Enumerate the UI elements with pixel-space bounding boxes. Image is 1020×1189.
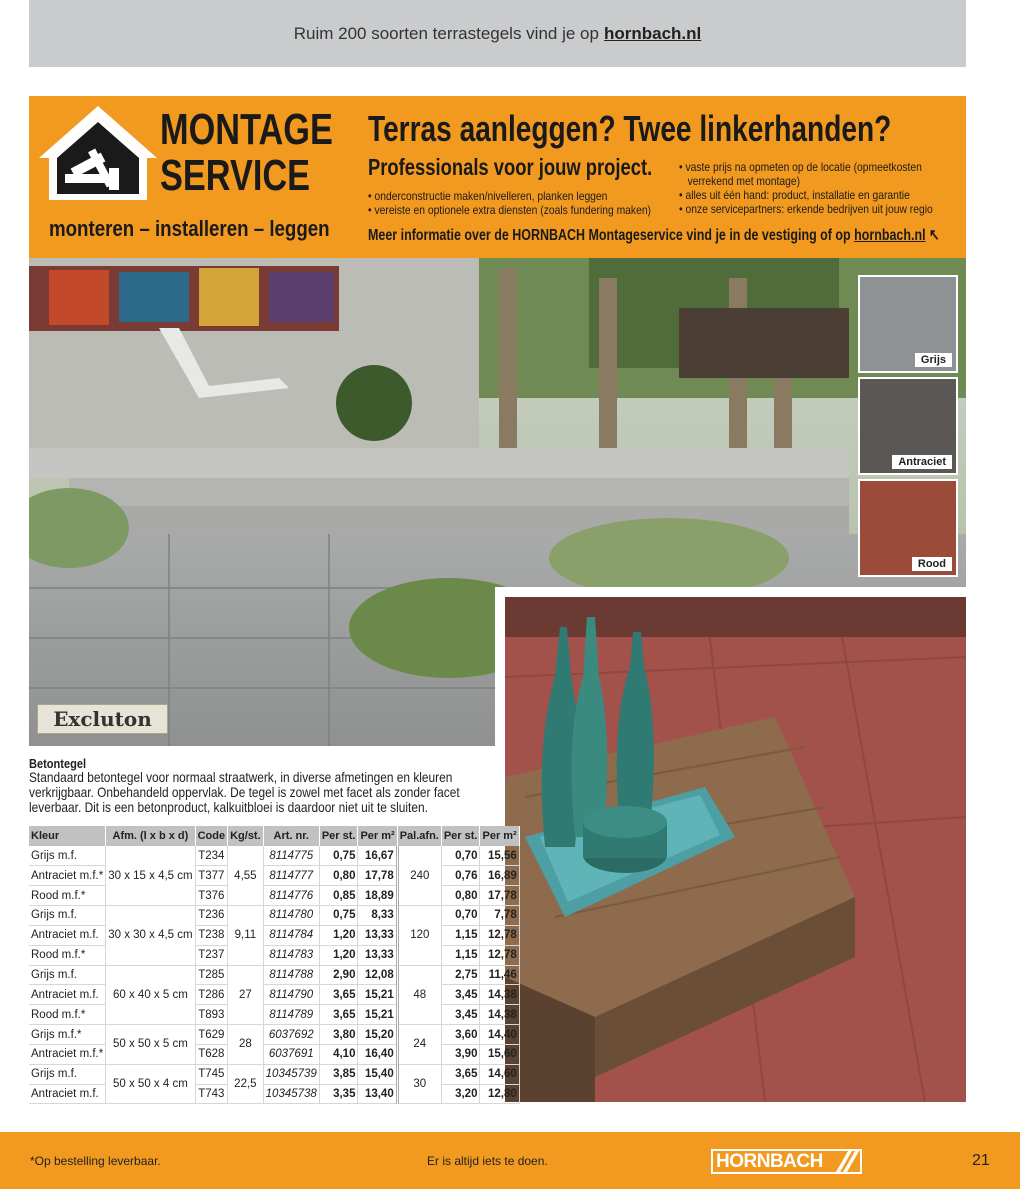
table-cell: T238 bbox=[195, 925, 228, 945]
table-cell: 15,20 bbox=[358, 1025, 397, 1045]
table-cell: 3,65 bbox=[319, 1005, 358, 1025]
table-cell: Grijs m.f. bbox=[29, 906, 106, 926]
table-cell: 14,60 bbox=[480, 1064, 519, 1084]
table-cell: 15,21 bbox=[358, 1005, 397, 1025]
table-photo-frame bbox=[495, 587, 966, 1102]
table-cell: 3,90 bbox=[441, 1044, 480, 1064]
table-cell: 3,45 bbox=[441, 1005, 480, 1025]
table-cell: 30 bbox=[397, 1064, 441, 1104]
promo-more-info bbox=[368, 225, 939, 245]
table-cell: T629 bbox=[195, 1025, 228, 1045]
column-header: Code bbox=[195, 826, 228, 846]
table-cell: Antraciet m.f.* bbox=[29, 866, 106, 886]
table-row bbox=[29, 906, 519, 926]
top-banner-link[interactable]: hornbach.nl bbox=[603, 23, 702, 43]
swatch-label: Rood bbox=[912, 557, 952, 571]
table-cell: T236 bbox=[195, 906, 228, 926]
wooden-table-photo bbox=[505, 597, 966, 1102]
table-cell: 17,78 bbox=[480, 886, 519, 906]
table-cell: 28 bbox=[228, 1025, 264, 1065]
table-cell: 15,56 bbox=[480, 846, 519, 866]
column-header: Pal.afn. bbox=[397, 826, 441, 846]
table-cell: 8114775 bbox=[263, 846, 319, 866]
swatch-antraciet bbox=[858, 377, 958, 475]
table-cell: 8114789 bbox=[263, 1005, 319, 1025]
table-cell: 12,80 bbox=[480, 1084, 519, 1104]
table-cell: 12,78 bbox=[480, 945, 519, 965]
table-cell: T237 bbox=[195, 945, 228, 965]
montage-service-promo bbox=[29, 96, 966, 258]
table-cell: 0,70 bbox=[441, 846, 480, 866]
house-tools-icon bbox=[35, 102, 161, 202]
table-cell: 9,11 bbox=[228, 906, 264, 966]
table-cell: Grijs m.f. bbox=[29, 1064, 106, 1084]
table-cell: 30 x 30 x 4,5 cm bbox=[106, 906, 195, 966]
table-cell: 1,20 bbox=[319, 925, 358, 945]
table-cell: 15,60 bbox=[480, 1044, 519, 1064]
table-cell: 12,08 bbox=[358, 965, 397, 985]
table-row bbox=[29, 1005, 519, 1025]
table-cell: 30 x 15 x 4,5 cm bbox=[106, 846, 195, 906]
table-cell: Rood m.f.* bbox=[29, 1005, 106, 1025]
table-cell: 2,75 bbox=[441, 965, 480, 985]
table-cell: 48 bbox=[397, 965, 441, 1025]
promo-bullet: • vaste prijs na opmeten op de locatie (opmeetkosten bbox=[679, 160, 922, 174]
table-cell: Grijs m.f.* bbox=[29, 1025, 106, 1045]
table-cell: 6037691 bbox=[263, 1044, 319, 1064]
promo-bullet: • onze servicepartners: erkende bedrijven uit jouw regio bbox=[679, 202, 933, 216]
promo-bullet: verrekend met montage) bbox=[687, 174, 801, 188]
promo-bullet: • onderconstructie maken/nivelleren, planken leggen bbox=[368, 189, 608, 203]
table-row bbox=[29, 965, 519, 985]
table-header-row bbox=[29, 826, 519, 846]
table-row bbox=[29, 886, 519, 906]
table-cell: 22,5 bbox=[228, 1064, 264, 1104]
hornbach-stripes-icon bbox=[836, 1151, 860, 1172]
table-cell: T376 bbox=[195, 886, 228, 906]
table-cell: 60 x 40 x 5 cm bbox=[106, 965, 195, 1025]
table-cell: 14,40 bbox=[480, 1025, 519, 1045]
table-cell: 11,46 bbox=[480, 965, 519, 985]
table-cell: 15,21 bbox=[358, 985, 397, 1005]
table-cell: 0,75 bbox=[319, 846, 358, 866]
table-cell: 0,70 bbox=[441, 906, 480, 926]
hornbach-logo bbox=[711, 1149, 862, 1174]
footer bbox=[0, 1132, 1020, 1189]
table-cell: Antraciet m.f. bbox=[29, 985, 106, 1005]
table-cell: 12,78 bbox=[480, 925, 519, 945]
table-cell: T234 bbox=[195, 846, 228, 866]
product-title: Betontegel bbox=[29, 756, 87, 771]
promo-headline: Terras aanleggen? Twee linkerhanden? bbox=[368, 108, 892, 149]
table-cell: 8114777 bbox=[263, 866, 319, 886]
table-cell: 2,90 bbox=[319, 965, 358, 985]
table-cell: Rood m.f.* bbox=[29, 945, 106, 965]
table-cell: 3,85 bbox=[319, 1064, 358, 1084]
promo-bullets-right bbox=[679, 160, 974, 216]
table-cell: 13,40 bbox=[358, 1084, 397, 1104]
table-cell: 3,65 bbox=[441, 1064, 480, 1084]
table-row bbox=[29, 1025, 519, 1045]
table-cell: T893 bbox=[195, 1005, 228, 1025]
table-cell: 8114776 bbox=[263, 886, 319, 906]
table-cell: 3,35 bbox=[319, 1084, 358, 1104]
table-cell: 8114790 bbox=[263, 985, 319, 1005]
swatch-rood bbox=[858, 479, 958, 577]
table-cell: 0,76 bbox=[441, 866, 480, 886]
table-row bbox=[29, 985, 519, 1005]
table-cell: 3,45 bbox=[441, 985, 480, 1005]
table-cell: 18,89 bbox=[358, 886, 397, 906]
table-cell: 13,33 bbox=[358, 945, 397, 965]
table-cell: 120 bbox=[397, 906, 441, 966]
table-cell: 8114780 bbox=[263, 906, 319, 926]
table-cell: Rood m.f.* bbox=[29, 886, 106, 906]
column-header: Per m² bbox=[480, 826, 519, 846]
table-cell: 3,20 bbox=[441, 1084, 480, 1104]
table-cell: 16,67 bbox=[358, 846, 397, 866]
table-cell: 16,89 bbox=[480, 866, 519, 886]
table-cell: Antraciet m.f.* bbox=[29, 1044, 106, 1064]
table-cell: T285 bbox=[195, 965, 228, 985]
column-header: Kg/st. bbox=[228, 826, 264, 846]
column-header: Per m² bbox=[358, 826, 397, 846]
promo-subheadline: Professionals voor jouw project. bbox=[368, 154, 653, 180]
table-cell: 4,10 bbox=[319, 1044, 358, 1064]
promo-title-montage: MONTAGE bbox=[160, 105, 333, 154]
table-row bbox=[29, 945, 519, 965]
column-header: Kleur bbox=[29, 826, 106, 846]
promo-bullets-left bbox=[368, 189, 697, 217]
table-cell: T628 bbox=[195, 1044, 228, 1064]
table-cell: T377 bbox=[195, 866, 228, 886]
table-cell: 27 bbox=[228, 965, 264, 1025]
table-cell: 13,33 bbox=[358, 925, 397, 945]
promo-tagline: monteren – installeren – leggen bbox=[49, 216, 330, 241]
promo-bullet: • alles uit één hand: product, installatie en garantie bbox=[679, 188, 910, 202]
table-cell: 14,38 bbox=[480, 1005, 519, 1025]
promo-title-service: SERVICE bbox=[160, 151, 311, 200]
table-cell: 1,20 bbox=[319, 945, 358, 965]
table-cell: 4,55 bbox=[228, 846, 264, 906]
table-cell: 240 bbox=[397, 846, 441, 906]
table-cell: Grijs m.f. bbox=[29, 965, 106, 985]
page-number: 21 bbox=[972, 1152, 990, 1169]
table-cell: 14,38 bbox=[480, 985, 519, 1005]
table-cell: 10345738 bbox=[263, 1084, 319, 1104]
table-cell: Grijs m.f. bbox=[29, 846, 106, 866]
table-cell: T286 bbox=[195, 985, 228, 1005]
promo-bullet: • vereiste en optionele extra diensten (zoals fundering maken) bbox=[368, 203, 651, 217]
table-cell: 7,78 bbox=[480, 906, 519, 926]
column-header: Art. nr. bbox=[263, 826, 319, 846]
promo-more-info-text: Meer informatie over de HORNBACH Montageservice vind je in de vestiging of op bbox=[368, 227, 851, 244]
column-header: Per st. bbox=[441, 826, 480, 846]
swatch-grijs bbox=[858, 275, 958, 373]
footer-slogan: Er is altijd iets te doen. bbox=[427, 1154, 548, 1168]
table-cell: 1,15 bbox=[441, 945, 480, 965]
top-banner bbox=[29, 0, 966, 67]
table-cell: 0,75 bbox=[319, 906, 358, 926]
table-cell: T743 bbox=[195, 1084, 228, 1104]
table-cell: 0,80 bbox=[441, 886, 480, 906]
table-cell: 50 x 50 x 5 cm bbox=[106, 1025, 195, 1065]
table-row bbox=[29, 1064, 519, 1084]
table-cell: 3,80 bbox=[319, 1025, 358, 1045]
table-cell: T745 bbox=[195, 1064, 228, 1084]
table-cell: 8,33 bbox=[358, 906, 397, 926]
product-description: Standaard betontegel voor normaal straatwerk, in diverse afmetingen en kleuren verkrijgbaar. Onbehandeld oppervlak. De tegel is zowel met facet als zonder facet leverbaar. Dit is een betonproduct, kalkuitbloei is daardoor niet uit te sluiten. bbox=[29, 769, 460, 815]
table-cell: 8114788 bbox=[263, 965, 319, 985]
table-cell: 16,40 bbox=[358, 1044, 397, 1064]
table-cell: 17,78 bbox=[358, 866, 397, 886]
table-cell: 10345739 bbox=[263, 1064, 319, 1084]
table-cell: 1,15 bbox=[441, 925, 480, 945]
swatch-label: Antraciet bbox=[892, 455, 952, 469]
table-row bbox=[29, 846, 519, 866]
table-cell: Antraciet m.f. bbox=[29, 1084, 106, 1104]
table-cell: 0,85 bbox=[319, 886, 358, 906]
top-banner-text: Ruim 200 soorten terrastegels vind je op bbox=[293, 23, 599, 43]
table-row bbox=[29, 1084, 519, 1104]
table-cell: 6037692 bbox=[263, 1025, 319, 1045]
hornbach-logo-text: HORNBACH bbox=[716, 1150, 823, 1172]
table-cell: 50 x 50 x 4 cm bbox=[106, 1064, 195, 1104]
table-cell: 3,60 bbox=[441, 1025, 480, 1045]
table-row bbox=[29, 925, 519, 945]
table-cell: 0,80 bbox=[319, 866, 358, 886]
table-row bbox=[29, 1044, 519, 1064]
table-cell: Antraciet m.f. bbox=[29, 925, 106, 945]
column-header: Per st. bbox=[319, 826, 358, 846]
column-header: Afm. (l x b x d) bbox=[106, 826, 195, 846]
footer-note: *Op bestelling leverbaar. bbox=[30, 1154, 161, 1168]
table-cell: 15,40 bbox=[358, 1064, 397, 1084]
price-table bbox=[29, 826, 520, 1104]
table-cell: 3,65 bbox=[319, 985, 358, 1005]
excluton-logo: Excluton bbox=[37, 704, 168, 734]
table-row bbox=[29, 866, 519, 886]
swatch-label: Grijs bbox=[915, 353, 952, 367]
table-cell: 8114783 bbox=[263, 945, 319, 965]
table-cell: 24 bbox=[397, 1025, 441, 1065]
cursor-arrow-icon: ↖ bbox=[929, 227, 940, 244]
promo-more-info-link[interactable]: hornbach.nl bbox=[854, 227, 926, 244]
table-cell: 8114784 bbox=[263, 925, 319, 945]
